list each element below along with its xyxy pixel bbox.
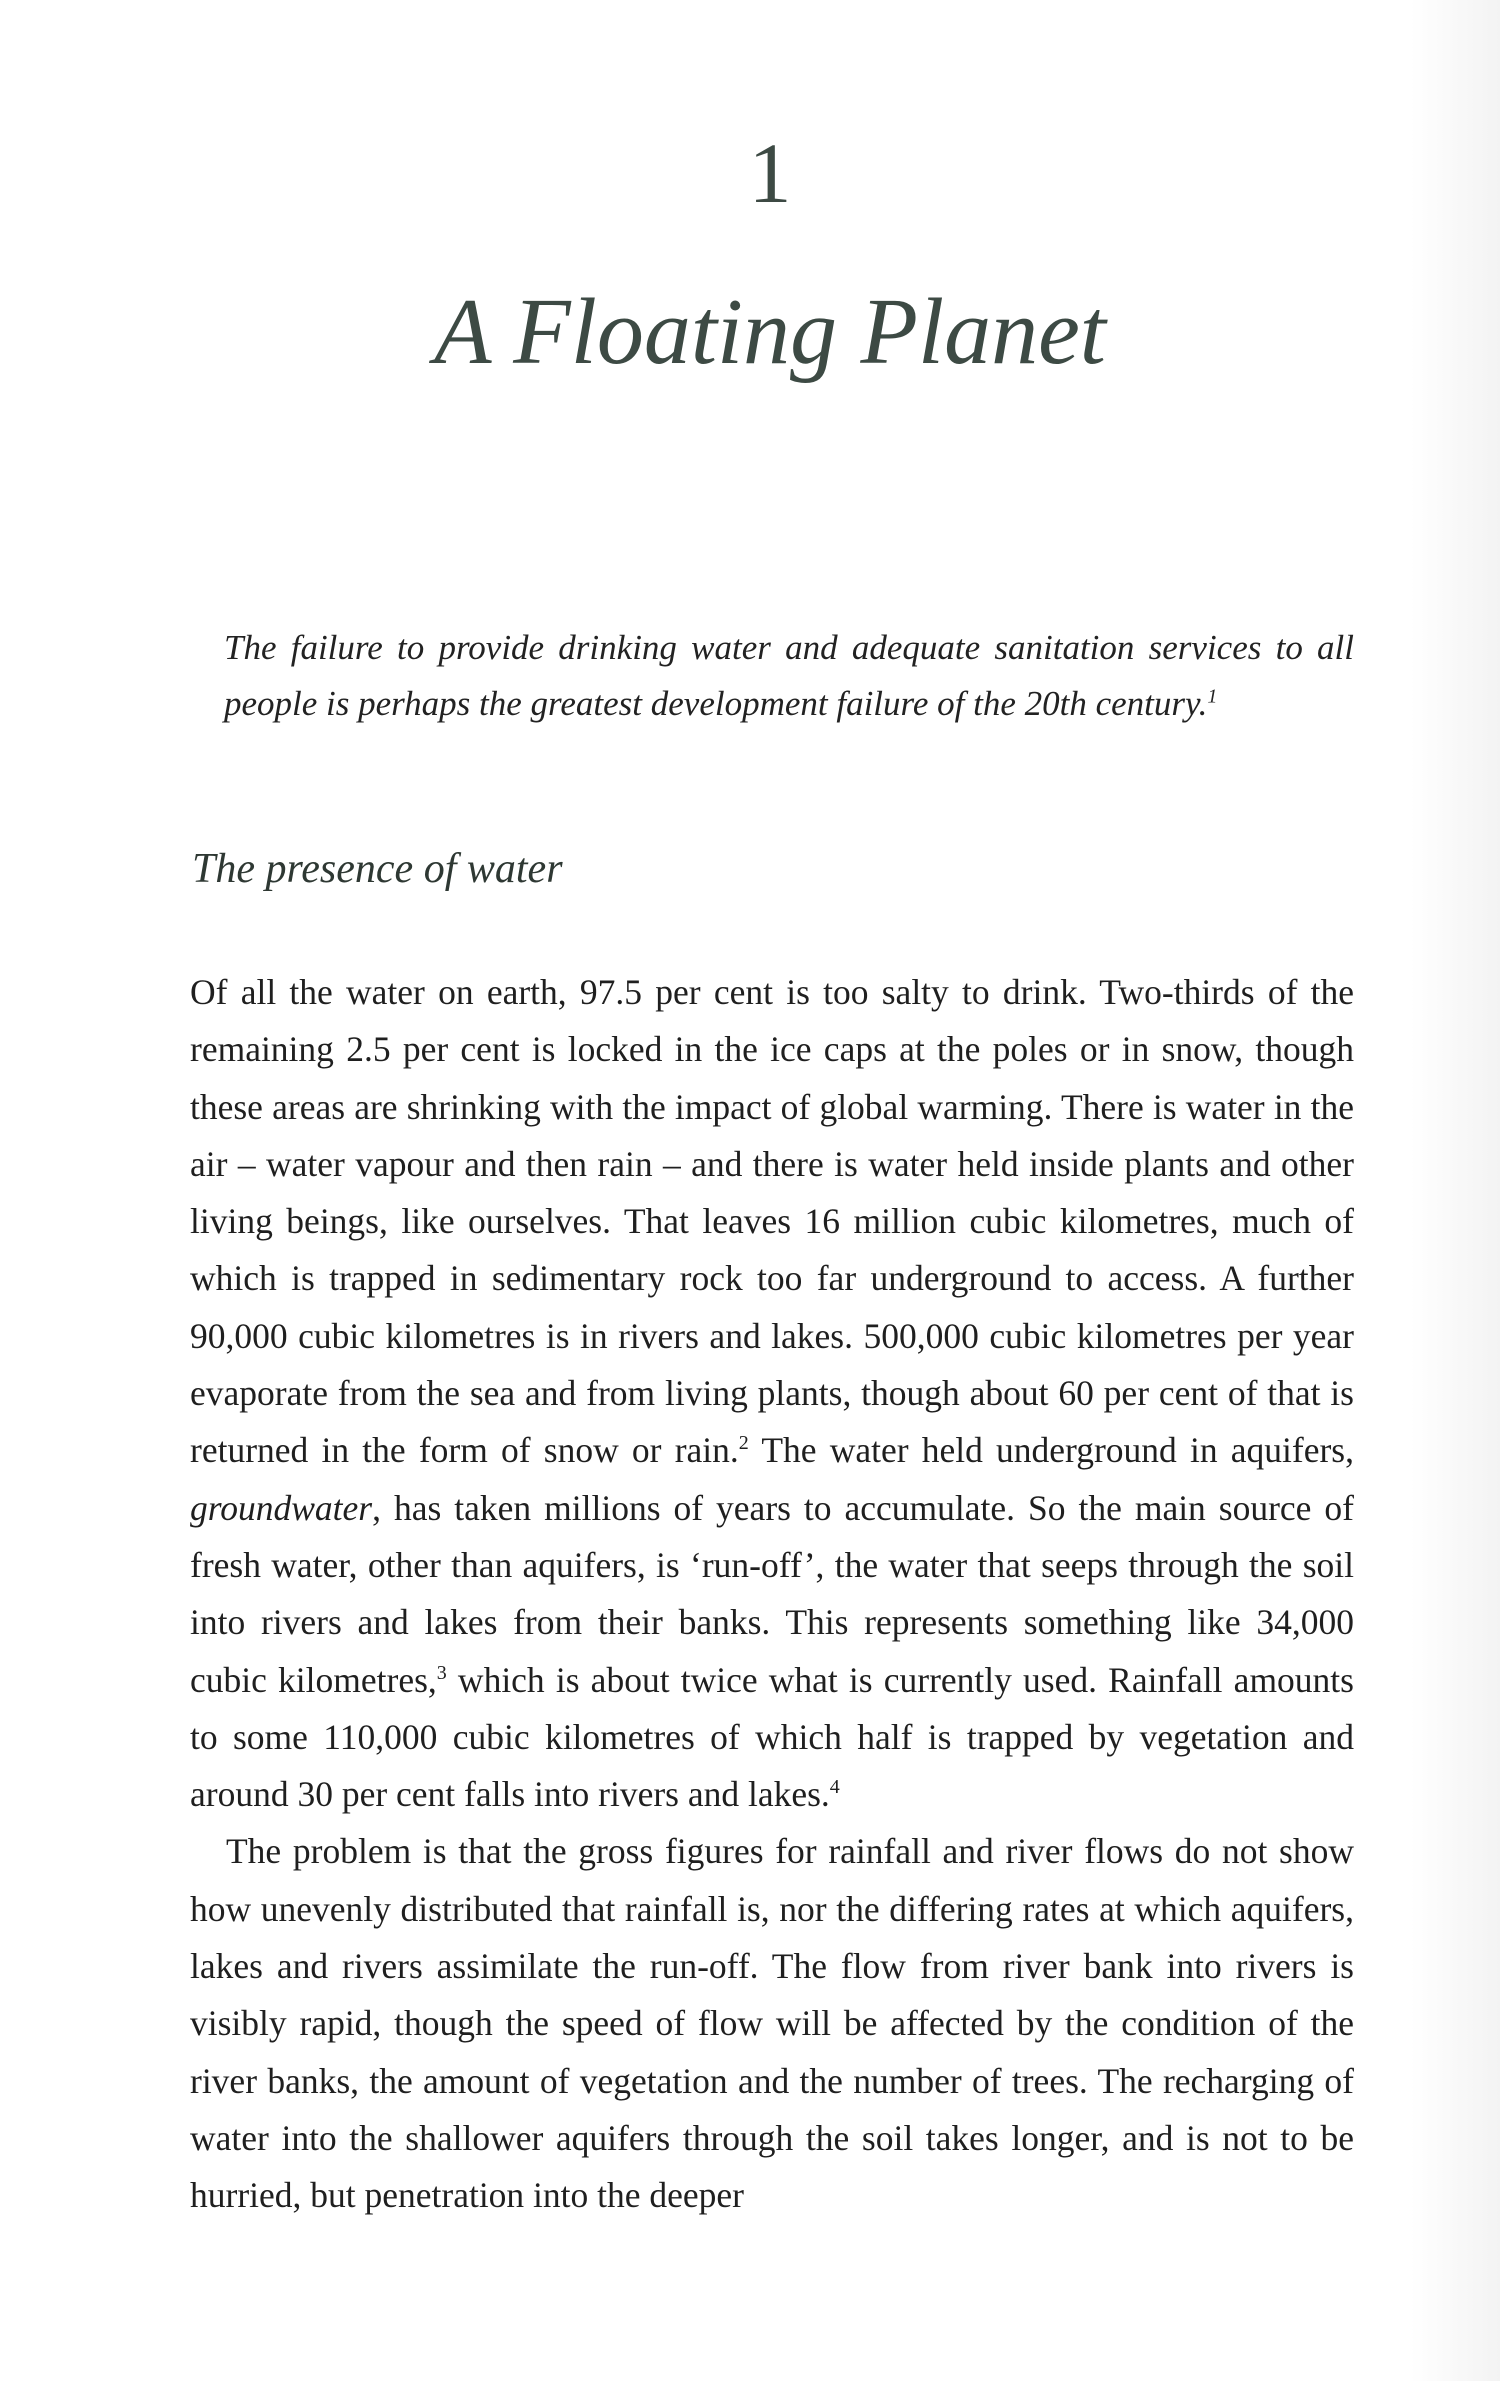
footnote-ref: 2	[738, 1432, 749, 1455]
paragraph-text: The water held underground in aquifers,	[748, 1430, 1354, 1471]
body-text	[190, 964, 1354, 2225]
section-heading: The presence of water	[192, 846, 563, 892]
chapter-number: 1	[748, 125, 792, 221]
paragraph-text: Of all the water on earth, 97.5 per cent is too salty to drink. Two-thirds of the remaining 2.5 per cent is locked in the ice caps at the poles or in snow, though these areas are shrinking with the impact of global warming. There is water in the air – water vapour and then rain – and there is water held inside plants and other living beings, like ourselves. That leaves 16 million cubic kilometres, much of which is trapped in sedimentary rock too far underground to access. A further 90,000 cubic kilometres is in rivers and lakes. 500,000 cubic kilometres per year evaporate from the sea and from living plants, though about 60 per cent of that is returned in the form of snow or rain.	[190, 972, 1354, 1471]
paragraph: The problem is that the gross figures for rainfall and river flows do not show how unevenly distributed that rainfall is, nor the differing rates at which aquifers, lakes and rivers assimilate the run-off. The flow from river bank into rivers is visibly rapid, though the speed of flow will be affected by the condition of the river banks, the amount of vegetation and the number of trees. The recharging of water into the shallower aquifers through the soil takes longer, and is not to be hurried, but penetration into the deeper	[190, 1831, 1354, 2216]
paragraph-text: , has taken millions of years to accumulate. So the main source of fresh water, other than aquifers, is ‘run-off’, the water that seeps through the soil into rivers and lakes from their banks. This represents something like 34,000 cubic kilometres,	[190, 1487, 1354, 1700]
epigraph-text: The failure to provide drinking water and adequate sanitation services to all people is perhaps the greatest development failure of the 20th century.	[224, 628, 1354, 723]
emphasis-term: groundwater	[190, 1487, 373, 1528]
footnote-ref: 1	[1207, 685, 1218, 708]
epigraph	[224, 620, 1354, 732]
paragraph-text: which is about twice what is currently used. Rainfall amounts to some 110,000 cubic kilometres of which half is trapped by vegetation and around 30 per cent falls into rivers and lakes.	[190, 1659, 1354, 1815]
chapter-title: A Floating Planet	[434, 280, 1106, 384]
paragraph	[190, 964, 1354, 1823]
footnote-ref: 4	[829, 1776, 840, 1799]
footnote-ref: 3	[436, 1661, 447, 1684]
